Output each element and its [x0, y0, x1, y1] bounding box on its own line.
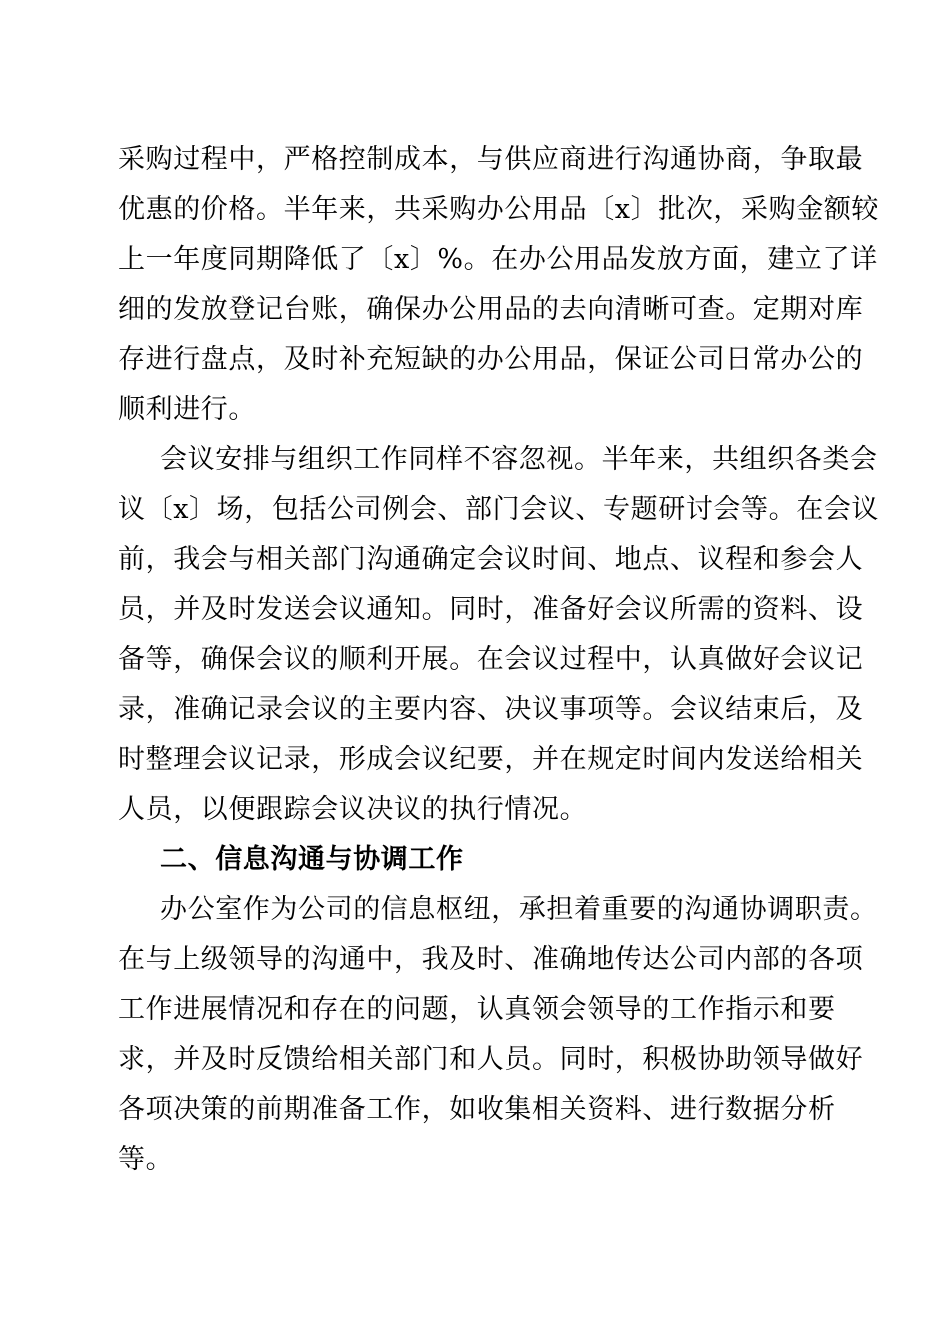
body-text-line: 细的发放登记台账，确保办公用品的去向清晰可查。定期对库 — [118, 294, 864, 325]
body-text-line: 备等，确保会议的顺利开展。在会议过程中，认真做好会议记 — [118, 644, 864, 675]
body-text-line: 工作进展情况和存在的问题，认真领会领导的工作指示和要 — [118, 994, 836, 1025]
body-text-line: 采购过程中，严格控制成本，与供应商进行沟通协商，争取最 — [118, 144, 864, 175]
body-text-line: 上一年度同期降低了〔x〕%。在办公用品发放方面，建立了详 — [118, 244, 878, 275]
body-text-line: 时整理会议记录，形成会议纪要，并在规定时间内发送给相关 — [118, 744, 864, 775]
body-text-line: 各项决策的前期准备工作，如收集相关资料、进行数据分析 — [118, 1094, 836, 1125]
body-text-line: 在与上级领导的沟通中，我及时、准确地传达公司内部的各项 — [118, 944, 864, 975]
body-text-line: 优惠的价格。半年来，共采购办公用品〔x〕批次，采购金额较 — [118, 194, 880, 225]
body-text-line: 等。 — [118, 1144, 174, 1175]
body-text-line: 顺利进行。 — [118, 394, 256, 425]
body-text-line: 人员，以便跟踪会议决议的执行情况。 — [118, 794, 588, 825]
section-heading: 二、信息沟通与协调工作 — [160, 844, 464, 875]
body-text-line: 议〔x〕场，包括公司例会、部门会议、专题研讨会等。在会议 — [118, 494, 880, 525]
body-text-line: 前，我会与相关部门沟通确定会议时间、地点、议程和参会人 — [118, 544, 864, 575]
body-text-line: 录，准确记录会议的主要内容、决议事项等。会议结束后，及 — [118, 694, 864, 725]
body-text-line: 员，并及时发送会议通知。同时，准备好会议所需的资料、设 — [118, 594, 864, 625]
body-text-line: 会议安排与组织工作同样不容忽视。半年来，共组织各类会 — [160, 444, 878, 475]
body-text-line: 求，并及时反馈给相关部门和人员。同时，积极协助领导做好 — [118, 1044, 864, 1075]
body-text-line: 办公室作为公司的信息枢纽，承担着重要的沟通协调职责。 — [160, 894, 878, 925]
body-text-line: 存进行盘点，及时补充短缺的办公用品，保证公司日常办公的 — [118, 344, 864, 375]
